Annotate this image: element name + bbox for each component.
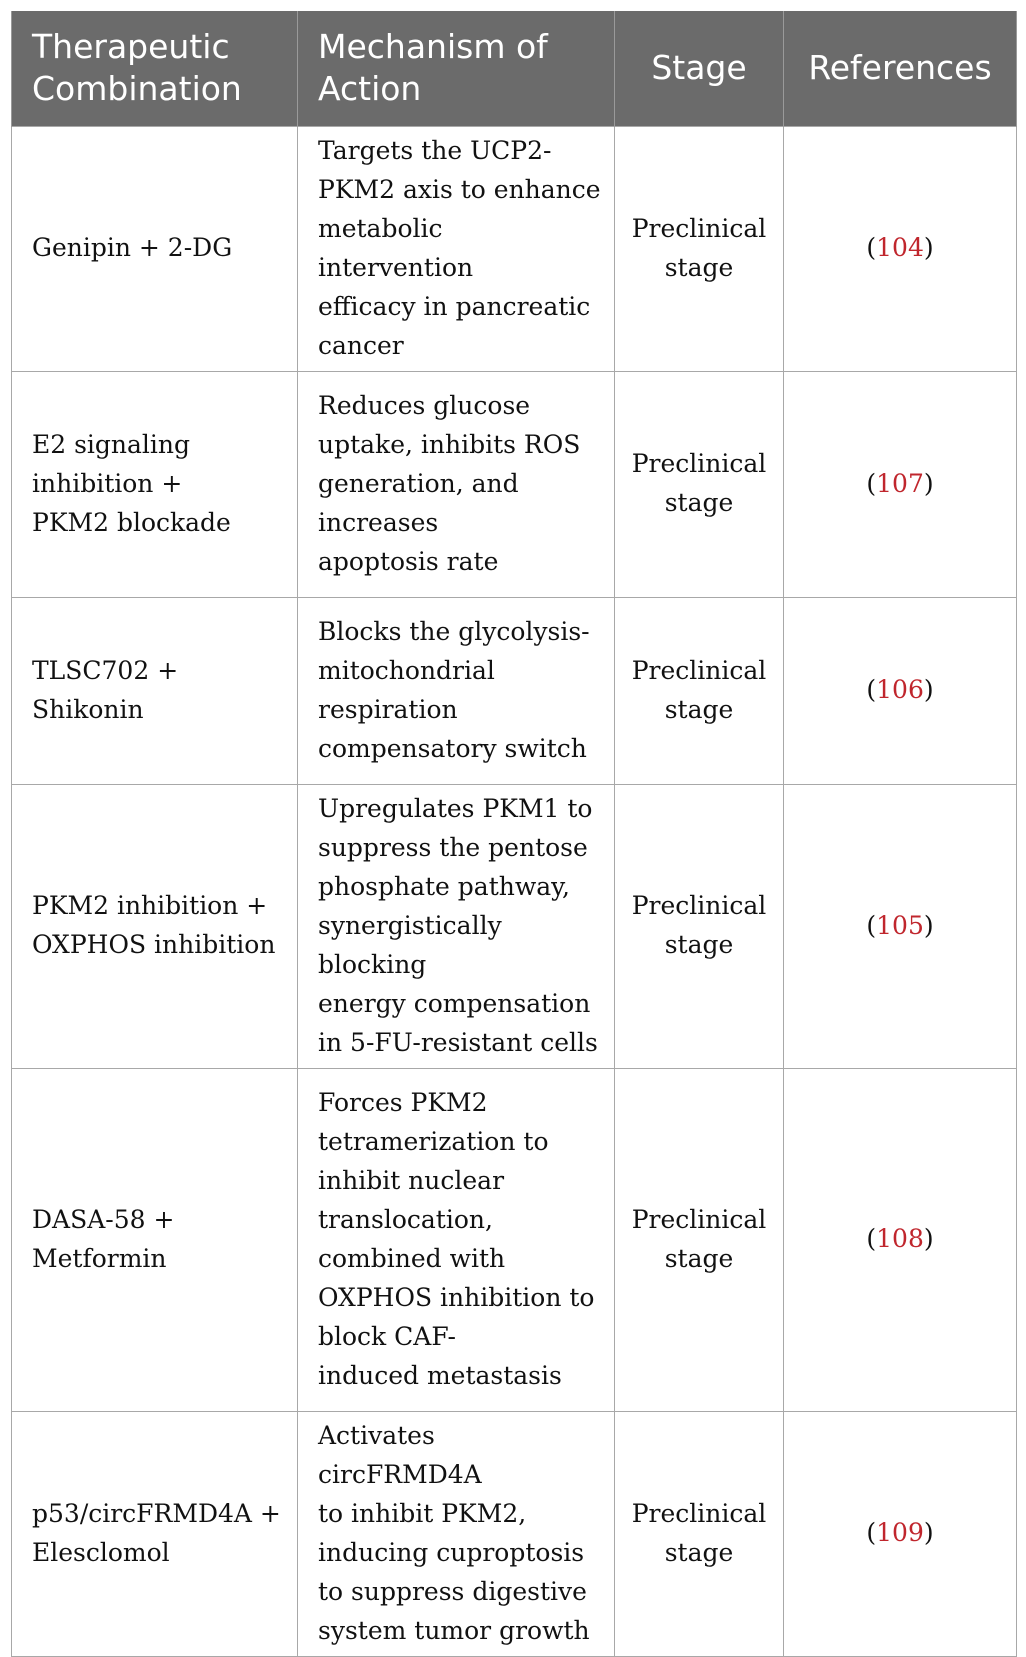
table-row — [12, 597, 1017, 784]
mechanism-line: induced metastasis — [318, 1360, 562, 1390]
reference-link[interactable]: 109 — [876, 1518, 924, 1547]
combination-line: TLSC702 + — [32, 655, 179, 685]
mechanism-line: translocation, — [318, 1204, 493, 1234]
reference-link[interactable]: 105 — [876, 910, 924, 940]
mechanism-line: efficacy in pancreatic — [318, 291, 591, 321]
combination-line: Metformin — [32, 1243, 167, 1273]
mechanism-line: Upregulates PKM1 to — [318, 793, 593, 823]
therapeutic-combinations-table — [11, 11, 1017, 1657]
stage-cell — [615, 126, 784, 371]
stage-line: Preclinical — [631, 213, 767, 243]
mechanism-cell — [298, 371, 615, 597]
table-row — [12, 126, 1017, 371]
mechanism-line: respiration — [318, 694, 458, 724]
mechanism-line: PKM2 axis to enhance — [318, 174, 601, 204]
mechanism-line: apoptosis rate — [318, 546, 499, 576]
combination-line: inhibition + — [32, 468, 183, 498]
mechanism-line: increases — [318, 507, 439, 537]
header-line: Action — [318, 69, 422, 109]
stage-line: stage — [664, 930, 734, 959]
mechanism-line: Forces PKM2 — [318, 1087, 488, 1117]
reference-link[interactable]: 106 — [876, 675, 924, 704]
header-line: References — [808, 48, 992, 88]
combination-line: Elesclomol — [32, 1537, 170, 1567]
stage-line: Preclinical — [631, 1204, 767, 1234]
stage-line: stage — [664, 1243, 734, 1273]
stage-line: stage — [664, 1537, 734, 1567]
table-row — [12, 784, 1017, 1068]
mechanism-line: combined with — [318, 1243, 506, 1273]
stage-line: Preclinical — [631, 891, 767, 920]
mechanism-line: compensatory switch — [318, 733, 587, 763]
combination-line: p53/circFRMD4A + — [32, 1498, 281, 1528]
mechanism-line: OXPHOS inhibition to — [318, 1282, 595, 1312]
stage-line: stage — [664, 252, 734, 282]
table-row — [12, 371, 1017, 597]
header-row — [12, 11, 1017, 126]
mechanism-line: suppress the pentose — [318, 832, 588, 862]
combination-line: OXPHOS inhibition — [32, 930, 276, 959]
header-stage — [615, 11, 784, 126]
mechanism-line: to inhibit PKM2, — [318, 1498, 527, 1528]
combination-line: PKM2 inhibition + — [32, 891, 268, 920]
mechanism-line: inhibit nuclear — [318, 1165, 505, 1195]
table-row — [12, 1068, 1017, 1411]
mechanism-line: Activates circFRMD4A — [318, 1420, 482, 1489]
reference-cell: (108) — [784, 1068, 1017, 1411]
combination-line: PKM2 blockade — [32, 507, 231, 537]
reference-cell: (107) — [784, 371, 1017, 597]
mechanism-cell — [298, 784, 615, 1068]
mechanism-line: block CAF- — [318, 1321, 457, 1351]
mechanism-line: Targets the UCP2- — [318, 135, 552, 165]
combination-cell — [12, 126, 298, 371]
reference-cell: (105) — [784, 784, 1017, 1068]
mechanism-cell — [298, 1411, 615, 1656]
combination-line: Shikonin — [32, 694, 144, 724]
combination-line: Genipin + 2-DG — [32, 233, 233, 262]
table-row — [12, 1411, 1017, 1656]
stage-line: Preclinical — [631, 1498, 767, 1528]
mechanism-line: uptake, inhibits ROS — [318, 429, 581, 459]
mechanism-line: to suppress digestive — [318, 1576, 587, 1606]
mechanism-line: cancer — [318, 330, 404, 360]
header-references — [784, 11, 1017, 126]
reference-link[interactable]: 104 — [876, 233, 924, 262]
mechanism-line: metabolic intervention — [318, 213, 474, 282]
mechanism-line: phosphate pathway, — [318, 871, 570, 901]
stage-cell — [615, 371, 784, 597]
combination-cell — [12, 371, 298, 597]
stage-line: Preclinical — [631, 655, 767, 685]
stage-cell — [615, 597, 784, 784]
reference-cell: (109) — [784, 1411, 1017, 1656]
reference-link[interactable]: 107 — [876, 468, 924, 498]
mechanism-line: mitochondrial — [318, 655, 495, 685]
mechanism-cell — [298, 126, 615, 371]
mechanism-line: in 5-FU-resistant cells — [318, 1027, 598, 1057]
combination-line: E2 signaling — [32, 429, 191, 459]
mechanism-line: synergistically blocking — [318, 910, 502, 979]
mechanism-line: inducing cuproptosis — [318, 1537, 585, 1567]
mechanism-line: Reduces glucose — [318, 390, 531, 420]
mechanism-cell — [298, 597, 615, 784]
header-line: Mechanism of — [318, 27, 548, 67]
mechanism-line: energy compensation — [318, 988, 591, 1018]
header-mechanism-of-action — [298, 11, 615, 126]
reference-link[interactable]: 108 — [876, 1224, 924, 1253]
reference-cell: (106) — [784, 597, 1017, 784]
stage-line: Preclinical — [631, 449, 767, 478]
combination-cell — [12, 784, 298, 1068]
mechanism-line: system tumor growth — [318, 1615, 590, 1645]
mechanism-line: Blocks the glycolysis- — [318, 616, 590, 646]
mechanism-line: tetramerization to — [318, 1126, 549, 1156]
stage-cell — [615, 1411, 784, 1656]
header-line: Therapeutic — [32, 27, 230, 67]
stage-line: stage — [664, 488, 734, 517]
stage-cell — [615, 784, 784, 1068]
combination-cell — [12, 1068, 298, 1411]
table-body — [12, 126, 1017, 1656]
mechanism-line: generation, and — [318, 468, 519, 498]
header-therapeutic-combination — [12, 11, 298, 126]
reference-cell: (104) — [784, 126, 1017, 371]
combination-cell — [12, 1411, 298, 1656]
mechanism-cell — [298, 1068, 615, 1411]
stage-cell — [615, 1068, 784, 1411]
table-header — [12, 11, 1017, 126]
header-line: Stage — [651, 48, 747, 88]
combination-line: DASA-58 + — [32, 1204, 175, 1234]
combination-cell — [12, 597, 298, 784]
header-line: Combination — [32, 69, 242, 109]
stage-line: stage — [664, 694, 734, 724]
